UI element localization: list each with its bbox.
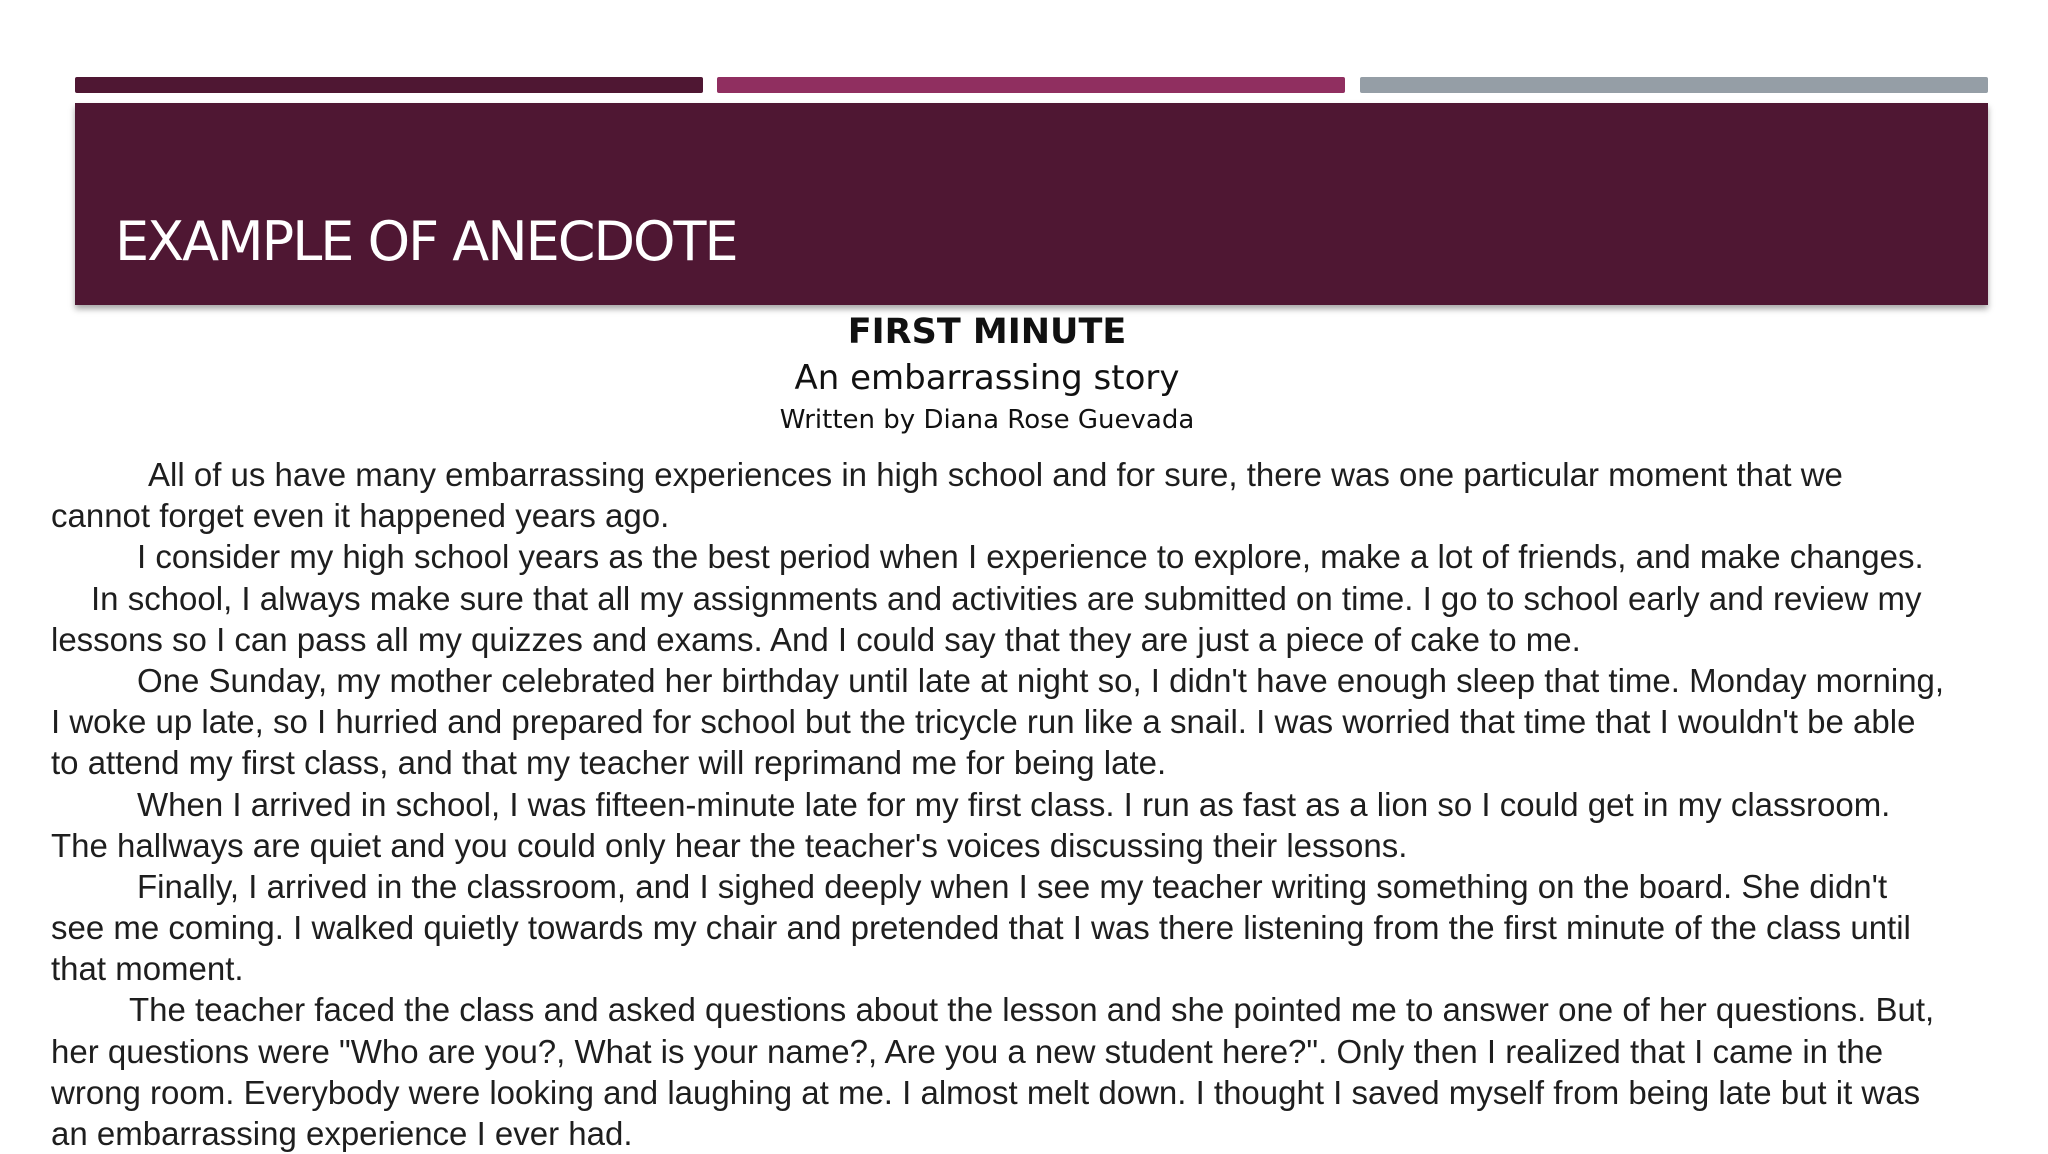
story-line: see me coming. I walked quietly towards my chair and pretended that I was there listening from the first minute of the class until xyxy=(51,909,1911,947)
accent-bar-dark-maroon xyxy=(75,77,703,93)
accent-bar-gray xyxy=(1360,77,1988,93)
story-line: The hallways are quiet and you could only hear the teacher's voices discussing their lessons. xyxy=(51,826,1408,864)
story-author: Written by Diana Rose Guevada xyxy=(779,405,1195,435)
story-line: her questions were "Who are you?, What is your name?, Are you a new student here?". Only then I realized that I came in the xyxy=(51,1032,1884,1070)
story-line: One Sunday, my mother celebrated her birthday until late at night so, I didn't have enough sleep that time. Monday morning, xyxy=(137,661,1945,699)
story-line: In school, I always make sure that all my assignments and activities are submitted on time. I go to school early and review my xyxy=(91,579,1922,617)
story-title: FIRST MINUTE xyxy=(847,312,1127,352)
accent-bar-magenta xyxy=(717,77,1345,93)
story-line: lessons so I can pass all my quizzes and exams. And I could say that they are just a piece of cake to me. xyxy=(51,620,1581,658)
story-line: wrong room. Everybody were looking and laughing at me. I almost melt down. I thought I saved myself from being late but it was xyxy=(51,1073,1921,1111)
story-line: I woke up late, so I hurried and prepared for school but the tricycle run like a snail. I was worried that time that I wouldn't be able xyxy=(51,703,1916,741)
story-line: cannot forget even it happened years ago. xyxy=(51,497,670,535)
slide-title: EXAMPLE OF ANECDOTE xyxy=(115,210,737,273)
story-line: an embarrassing experience I ever had. xyxy=(51,1115,633,1152)
story-line: When I arrived in school, I was fifteen-minute late for my first class. I run as fast as a lion so I could get in my classroom. xyxy=(137,785,1891,823)
story-subtitle: An embarrassing story xyxy=(794,358,1180,398)
title-banner xyxy=(75,103,1988,305)
story-line: I consider my high school years as the best period when I experience to explore, make a lot of friends, and make changes. xyxy=(137,538,1924,576)
story-line: All of us have many embarrassing experiences in high school and for sure, there was one particular moment that we xyxy=(148,456,1843,493)
story-body xyxy=(51,454,2011,1154)
story-line: to attend my first class, and that my teacher will reprimand me for being late. xyxy=(51,744,1167,782)
story-line: The teacher faced the class and asked questions about the lesson and she pointed me to answer one of her questions. But, xyxy=(129,991,1935,1029)
story-line: Finally, I arrived in the classroom, and I sighed deeply when I see my teacher writing something on the board. She didn't xyxy=(137,867,1888,905)
story-line: that moment. xyxy=(51,950,244,988)
